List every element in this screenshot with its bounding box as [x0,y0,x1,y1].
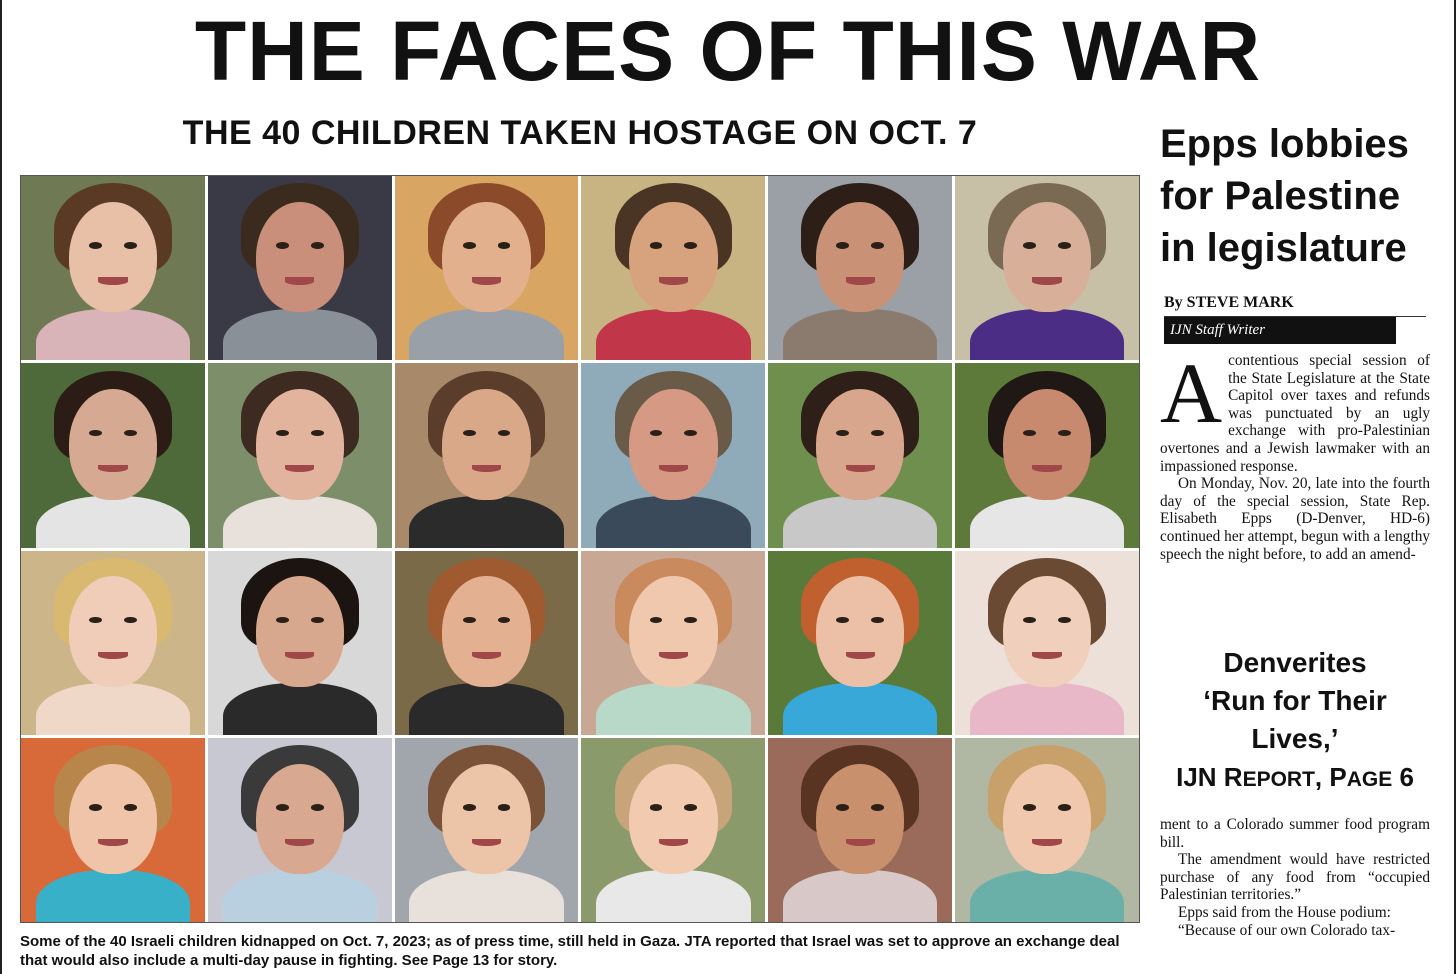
portrait-face [256,576,344,687]
portrait-eye [124,804,137,810]
portrait-eye [684,804,697,810]
portrait-mouth [285,465,314,472]
portrait-shoulders [409,870,563,922]
portrait-eye [871,242,884,248]
portrait-face [629,576,717,687]
portrait-eye [276,804,289,810]
portrait-eye [463,617,476,623]
child-portrait-photo [21,551,205,735]
promo-page-small: AGE [1346,768,1393,791]
child-portrait-photo [768,738,952,922]
portrait-mouth [846,465,875,472]
portrait-shoulders [36,496,190,548]
portrait-face [442,202,530,313]
portrait-face [1003,202,1091,313]
child-portrait-photo [768,363,952,547]
portrait-mouth [472,277,501,284]
portrait-eye [1023,430,1036,436]
portrait-shoulders [596,683,750,735]
portrait-shoulders [409,496,563,548]
portrait-face [816,389,904,500]
portrait-mouth [1032,465,1061,472]
headline-line: in legislature [1160,226,1407,270]
portrait-eye [89,804,102,810]
photo-caption: Some of the 40 Israeli children kidnapped on Oct. 7, 2023; as of press time, still held in Gaza. JTA reported that Israel was set to approve an exchange deal that would also include a multi-day pause in fighting. See Page 13 for story. [20,933,1120,969]
child-portrait-photo [955,176,1139,360]
child-portrait-photo [208,363,392,547]
promo-report-link[interactable] [1160,758,1430,799]
article-paragraph: The amendment would have restricted purchase of any food from “occupied Palestinian territories.” [1160,851,1430,904]
portrait-eye [463,242,476,248]
staff-writer-bar: IJN Staff Writer [1164,317,1396,344]
portrait-eye [836,430,849,436]
portrait-mouth [98,465,127,472]
portrait-eye [276,430,289,436]
portrait-shoulders [596,870,750,922]
child-portrait-photo [768,551,952,735]
child-portrait-photo [581,363,765,547]
article-paragraph: Epps said from the House podium: [1178,903,1391,921]
article-paragraph: On Monday, Nov. 20, late into the fourth day of the special session, State Rep. Elisabeth Epps (D-Denver, HD-6) continued her attempt, begun with a lengthy speech the night before, to add an amend- [1160,475,1430,563]
portrait-mouth [659,277,688,284]
portrait-eye [871,804,884,810]
masthead-title: THE FACES OF THIS WAR [194,4,1262,98]
portrait-eye [650,242,663,248]
portrait-face [1003,576,1091,687]
portrait-eye [276,242,289,248]
portrait-face [1003,389,1091,500]
portrait-eye [1023,804,1036,810]
portrait-eye [836,804,849,810]
portrait-eye [650,804,663,810]
portrait-shoulders [970,496,1124,548]
child-portrait-photo [581,551,765,735]
article-paragraph: “Because of our own Colorado tax- [1178,921,1396,939]
portrait-face [629,764,717,875]
portrait-face [69,576,157,687]
promo-report-suffix: , P [1314,762,1347,792]
portrait-eye [311,430,324,436]
article-paragraph: contentious special session of the State Legislature at the State Capitol over taxes and refunds was punctuated by an ugly exchange with pro-Palestinian overtones and a Jewish lawmaker with an impassioned response. [1160,352,1430,475]
portrait-face [629,202,717,313]
portrait-face [256,202,344,313]
portrait-face [69,389,157,500]
portrait-eye [89,242,102,248]
portrait-shoulders [409,309,563,361]
portrait-face [1003,764,1091,875]
child-portrait-photo [208,738,392,922]
byline: By STEVE MARK [1164,294,1294,311]
portrait-shoulders [223,496,377,548]
portrait-eye [1058,804,1071,810]
promo-report-prefix: IJN R [1176,762,1243,792]
portrait-eye [276,617,289,623]
portrait-face [816,202,904,313]
portrait-face [816,576,904,687]
portrait-mouth [1032,277,1061,284]
portrait-shoulders [783,496,937,548]
article-body-bottom [1160,816,1430,939]
portrait-face [442,764,530,875]
portrait-eye [1058,242,1071,248]
sidebar-story-header [1160,118,1430,344]
child-portrait-photo [955,551,1139,735]
child-portrait-photo [395,551,579,735]
portrait-eye [463,804,476,810]
promo-page-num: 6 [1392,762,1414,792]
portrait-shoulders [596,309,750,361]
promo-box[interactable] [1160,644,1430,799]
article-body-top [1160,345,1430,563]
child-portrait-photo [208,551,392,735]
headline-line: Epps lobbies [1160,122,1409,166]
portrait-eye [871,430,884,436]
portrait-shoulders [783,870,937,922]
portrait-eye [498,242,511,248]
child-portrait-photo [581,738,765,922]
child-portrait-photo [395,738,579,922]
child-portrait-photo [395,363,579,547]
portrait-shoulders [36,309,190,361]
child-portrait-photo [395,176,579,360]
portrait-mouth [472,465,501,472]
portrait-shoulders [596,496,750,548]
promo-line: Denverites [1223,647,1367,678]
portrait-eye [836,242,849,248]
portrait-eye [311,804,324,810]
child-portrait-photo [208,176,392,360]
portrait-face [442,389,530,500]
hostage-photo-grid [20,175,1140,923]
child-portrait-photo [21,363,205,547]
portrait-eye [124,617,137,623]
portrait-shoulders [970,309,1124,361]
portrait-shoulders [223,870,377,922]
portrait-eye [311,617,324,623]
portrait-face [629,389,717,500]
child-portrait-photo [955,738,1139,922]
portrait-shoulders [223,683,377,735]
headline-line: for Palestine [1160,174,1401,218]
portrait-eye [684,430,697,436]
portrait-eye [89,430,102,436]
portrait-face [442,576,530,687]
portrait-eye [684,242,697,248]
portrait-shoulders [409,683,563,735]
portrait-shoulders [970,870,1124,922]
portrait-shoulders [223,309,377,361]
portrait-eye [498,804,511,810]
portrait-mouth [659,465,688,472]
article-paragraph: ment to a Colorado summer food program bill. [1160,816,1430,851]
portrait-eye [1058,430,1071,436]
portrait-eye [1023,242,1036,248]
portrait-shoulders [36,870,190,922]
portrait-face [256,764,344,875]
portrait-face [69,202,157,313]
photo-section-subhead: THE 40 CHILDREN TAKEN HOSTAGE ON OCT. 7 [182,114,978,152]
portrait-shoulders [783,683,937,735]
portrait-shoulders [970,683,1124,735]
portrait-face [69,764,157,875]
child-portrait-photo [581,176,765,360]
portrait-mouth [98,277,127,284]
portrait-face [256,389,344,500]
portrait-eye [124,430,137,436]
portrait-eye [463,430,476,436]
dropcap-letter: A [1160,345,1223,441]
sidebar-headline [1160,118,1430,274]
child-portrait-photo [21,176,205,360]
child-portrait-photo [955,363,1139,547]
portrait-mouth [846,277,875,284]
child-portrait-photo [768,176,952,360]
promo-report-small: EPORT [1242,768,1315,791]
portrait-eye [311,242,324,248]
portrait-shoulders [36,683,190,735]
child-portrait-photo [21,738,205,922]
portrait-face [816,764,904,875]
portrait-shoulders [783,309,937,361]
promo-line: ‘Run for Their [1203,685,1387,716]
portrait-mouth [285,277,314,284]
portrait-eye [124,242,137,248]
promo-line: Lives,’ [1251,723,1339,754]
